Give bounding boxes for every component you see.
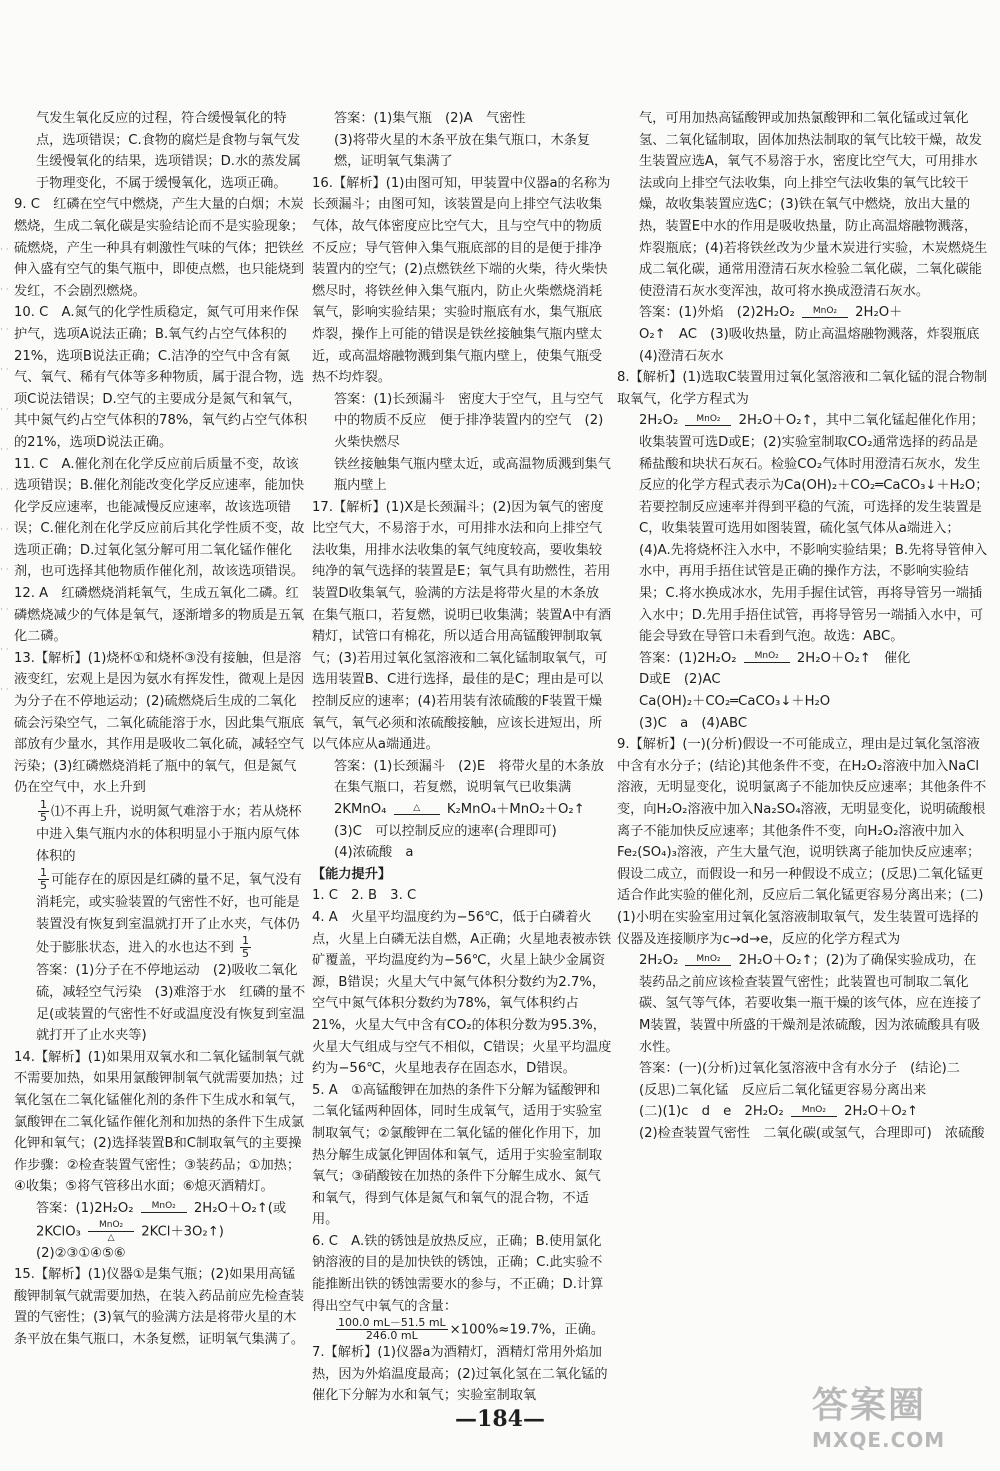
column-right [617, 108, 993, 1145]
fraction-one-fifth-2: $\frac{1}{5}$ [40, 866, 47, 893]
answer-13-analysis-cont: $\frac{1}{5}$ ⑴不再上升，说明氮气难溶于水；若从烧杯中进入集气瓶内水的体积明显小于瓶内原气体体积的 [36, 798, 302, 864]
answer-13-analysis: 13.【解析】(1)烧杯①和烧杯③没有接触，但是溶液变红，宏观上是因为氨水有挥发性，微观上是因为分子在不停地运动；(2)硫燃烧后生成的二氧化硫会污染空气，二氧化硫能溶于水，因此集气瓶底部放有少量水，其作用是吸收二氧化硫，减轻空气污染；(3)红磷燃烧消耗了瓶中的氧气，但是氮气仍在空气中，水上升到 [14, 650, 305, 796]
answer-14-steps: (2)②③①④⑤⑥ [36, 1245, 126, 1261]
answer-12: 12. A 红磷燃烧消耗氧气，生成五氧化二磷。红磷燃烧减少的气体是氧气，逐渐增多的物质是五氧化二磷。 [14, 586, 305, 645]
answer-17-final: 答案：(1)长颈漏斗 (2)E 将带火星的木条放在集气瓶口，若复燃，说明氧气已收集满 [334, 758, 604, 796]
answer-8-analysis-2: 2H₂O₂ MnO₂ 2H₂O＋O₂↑，其中二氧化锰起催化作用；收集装置可选D或E；(2)实验室制取CO₂通常选择的药品是稀盐酸和块状石灰石。检验CO₂气体时用澄清石灰水，发生反应的化学方程式表示为Ca(OH)₂＋CO₂═CaCO₃↓＋H₂O；若要控制反应速率并得到平稳的气流，可选择的发生装置是C，收集装置可选用如图装置，硫化氢气体从a端进入；(4)A.先将烧杯注入水中，不影响实验结果；B.先将导管伸入水中，再用手捂住试管是正确的操作方法，不影响实验结果；C.将水换成冰水，先用手握住试管，再将导管另一端插入水中；D.先用手捂住试管，再将导管另一端插入水中，可能会导致在导管口未看到气泡。故选：ABC。 [639, 413, 989, 645]
section-ability: 【能力提升】 [312, 866, 392, 882]
watermark-logo [812, 1384, 988, 1464]
answer-15-analysis: 15.【解析】(1)仪器①是集气瓶；(2)如果用高锰酸钾制氧气就需要加热，在装入药品前应先检查装置的气密性；(3)氧气的验满方法是将带火星的木条平放在集气瓶口，木条复燃，证明氧气集满了。 [14, 1267, 305, 1347]
fraction-one-fifth-3: $\frac{1}{5}$ [242, 934, 250, 961]
answer-7-analysis: 7.【解析】(1)仪器a为酒精灯，酒精灯常用外焰加热，因为外焰温度最高；(2)过氧化氢在二氧化锰的催化下分解为水和氧气；实验室制取氧 [312, 1345, 608, 1404]
answer-6: 6. C A.铁的锈蚀是放热反应，正确；B.使用氯化钠溶液的目的是加快铁的锈蚀，正确；C.此实验不能推断出铁的锈蚀需要水的参与，不正确；D.计算得出空气中氧气的含量： [312, 1233, 604, 1314]
condition-mno2-8b: MnO₂ [744, 651, 790, 664]
answer-9: 9. C 红磷在空气中燃烧，产生大量的白烟；木炭燃烧，生成二氧化碳是实验结论而不是实验现象；硫燃烧，产生一种具有刺激性气味的气体；把铁丝伸入盛有空气的集气瓶中，即使点燃，也只能烧到发红，不会剧烈燃烧。 [14, 197, 305, 299]
binding-margin-marks: · · · · · · · · · · · · · · · · · · · · · · · · [0, 245, 9, 695]
answer-8-final-2: D或E (2)AC [639, 672, 721, 688]
answer-11: 11. C A.催化剂在化学反应前后质量不变，故该选项错误；B.催化剂能改变化学反应速率，能加快化学反应速率，也能减慢反应速率，故该选项错误；C.催化剂在化学反应前后其化学性质不变，故选项正确；D.过氧化氢分解可用二氧化锰作催化剂，也可选择其他物质作催化剂，故该选项错误。 [14, 456, 305, 580]
column-left [14, 108, 308, 1351]
answer-16-final: 答案：(1)长颈漏斗 密度大于空气，且与空气中的物质不反应 便于排净装置内的空气 (2)火柴快燃尽 [334, 391, 604, 450]
condition-mno2-9: MnO₂ [685, 954, 731, 967]
answer-17-final-3: (3)C 可以控制反应的速率(合理即可) [334, 823, 557, 839]
oxygen-fraction: $\frac{100.0 mL-51.5 mL}{246.0 mL}$ [338, 1316, 446, 1343]
answer-6-calc: $\frac{100.0 mL-51.5 mL}{246.0 mL}$ ×100%≈19.7%，正确。 [338, 1316, 605, 1343]
answer-8-continued: 气发生氧化反应的过程，符合缓慢氧化的特点，选项错误；C.食物的腐烂是食物与氧气发生缓慢氧化的结果，选项错误；D.水的蒸发属于物理变化，不属于缓慢氧化，选项正确。 [36, 111, 301, 191]
answer-15-final-2: (3)将带火星的木条平放在集气瓶口，木条复燃，证明氧气集满了 [334, 132, 591, 170]
column-middle [312, 108, 612, 1407]
answer-8-final-3: Ca(OH)₂＋CO₂═CaCO₃↓＋H₂O [639, 694, 831, 710]
page-number: —184— [455, 1406, 545, 1432]
answer-14-equation-2: 2KClO₃ MnO₂ △ 2KCl＋3O₂↑) [36, 1219, 224, 1243]
watermark-url: MXQE.COM [812, 1428, 946, 1452]
fraction-one-fifth: $\frac{1}{5}$ [40, 798, 47, 824]
condition-mno2-7: MnO₂ [802, 306, 848, 319]
answer-7-final: 答案：(1)外焰 (2)2H₂O₂ MnO₂ 2H₂O＋ [639, 305, 903, 321]
answer-7-continued: 气，可用加热高锰酸钾或加热氯酸钾和二氧化锰或过氧化氢、二氧化锰制取，固体加热法制取的氧气比较干燥，故发生装置应选A，氧气不易溶于水，密度比空气大，可用排水法或向上排空气法收集，向上排空气法收集的氧气比较干燥，故收集装置应选C；(3)铁在氧气中燃烧，放出大量的热，装置E中水的作用是吸收热量，防止高温熔融物溅落，炸裂瓶底；(4)若将铁丝改为少量木炭进行实验，木炭燃烧生成二氧化碳，通常用澄清石灰水检验二氧化碳，二氧化碳能使澄清石灰水变浑浊，故可将水换成澄清石灰水。 [639, 111, 988, 299]
answer-8-final: 答案：(1)2H₂O₂ MnO₂ 2H₂O＋O₂↑ 催化 [639, 650, 911, 666]
condition-mno2-9b: MnO₂ [791, 1105, 837, 1118]
answer-17-analysis: 17.【解析】(1)X是长颈漏斗；(2)因为氧气的密度比空气大，不易溶于水，可用排水法和向上排空气法收集，用排水法收集的氧气纯度较高，要收集较纯净的氧气选择的装置是E；氧气具有助燃性，若用装置D收集氧气，验满的方法是将带火星的木条放在集气瓶口，若复燃，说明已收集满；装置A中有酒精灯，试管口有棉花，所以适合用高锰酸钾制取氧气；(3)若用过氧化氢溶液和二氧化锰制取氧气，可选用装置B、C进行选择，最佳的是C；理由是可以控制反应的速率；(4)若用装有浓硫酸的F装置干燥氧气，氧气必须和浓硫酸接触，应该长进短出，所以气体应从a端通进。 [312, 499, 612, 753]
answer-14-analysis: 14.【解析】(1)如果用双氧水和二氧化锰制氧气就不需要加热，如果用氯酸钾制氧气就需要加热；过氧化氢在二氧化锰催化剂的条件下生成水和氧气，氯酸钾在二氧化锰作催化剂和加热的条件下生成氯化钾和氧气；(2)选择装置B和C制取氧气的主要操作步骤：②检查装置气密性；③装药品；①加热；④收集；⑤将气管移出水面；⑥熄灭酒精灯。 [14, 1049, 305, 1195]
answers-1-3: 1. C 2. B 3. C [312, 888, 417, 904]
answer-14-equation-1: 答案：(1)2H₂O₂ MnO₂ 2H₂O＋O₂↑(或 [36, 1200, 287, 1216]
answer-16-final-2: 铁丝接触集气瓶内壁太近，或高温物质溅到集气瓶内壁上 [334, 456, 611, 494]
answer-4: 4. A 火星平均温度约为−56℃，低于白磷着火点，火星上白磷无法自燃，A正确；火星地表被赤铁矿覆盖，平均温度约为−56℃，火星上缺少金属资源，B错误；火星大气中氮气体积分数约为2.7%，空气中氮气体积分数约为78%，氧气体积约占21%，火星大气中含有CO₂的体积分数为95.3%，火星大气组成与空气不相似，C错误；火星平均温度约为−56℃，火星地表存在固态水，D错误。 [312, 909, 612, 1077]
answer-8-final-4: (3)C a (4)ABC [639, 715, 748, 731]
condition-mno2-8: MnO₂ [685, 414, 731, 427]
condition-heat: △ [394, 803, 440, 816]
answer-5: 5. A ①高锰酸钾在加热的条件下分解为锰酸钾和二氧化锰两种固体，同时生成氧气，适用于实验室制取氧气；②氯酸钾在二氧化锰的催化作用下，加热分解生成氯化钾固体和氧气，适用于实验室制取氧气；③硝酸铵在加热的条件下分解生成水、氮气和氧气，得到气体是氮气和氧气的混合物，不适用。 [312, 1082, 603, 1228]
answer-13-analysis-cont-2: $\frac{1}{5}$ 可能存在的原因是红磷的量不足，氧气没有消耗完，或实验装置的气密性不好，也可能是装置没有恢复到室温就打开了止水夹，气体仍处于膨胀状态，进入的水也达不到 $\frac{1}{5}$ [36, 866, 302, 961]
watermark-top-text: 答案圈 [812, 1385, 927, 1426]
answer-15-final: 答案：(1)集气瓶 (2)A 气密性 [334, 111, 526, 126]
answer-13-final: 答案：(1)分子在不停地运动 (2)吸收二氧化硫，减轻空气污染 (3)难溶于水 红磷的量不足(或装置的气密性不好或温度没有恢复到室温就打开了止水夹等) [36, 963, 306, 1044]
answer-16-analysis: 16.【解析】(1)由图可知，甲装置中仪器a的名称为长颈漏斗；由图可知，该装置是向上排空气法收集气体，故气体密度应比空气大，且与空气中的物质不反应；导气管伸入集气瓶底部的目的是便于排净装置内的空气；(2)点燃铁丝下端的火柴，待火柴快燃尽时，将铁丝伸入集气瓶内，防止火柴燃烧消耗氧气，影响实验结果；实验时瓶底有水，集气瓶底炸裂，操作上可能的错误是铁丝接触集气瓶内壁太近，或高温熔融物溅到集气瓶内壁上，使集气瓶受热不均炸裂。 [312, 175, 611, 386]
answer-9-analysis-2: 2H₂O₂ MnO₂ 2H₂O＋O₂↑；(2)为了确保实验成功，在装药品之前应该检查装置气密性；此装置也可制取二氧化碳、氢气等气体，若要收集一瓶干燥的该气体，应在连接了M装置，装置中所盛的干燥剂是浓硫酸，因为浓硫酸具有吸水性。 [639, 953, 982, 1055]
answer-9-final-3: (二)(1)c d e 2H₂O₂ MnO₂ 2H₂O＋O₂↑ [639, 1104, 919, 1120]
answer-17-equation: 2KMnO₄ △ K₂MnO₄＋MnO₂＋O₂↑ [334, 802, 585, 817]
condition-mno2-heat: MnO₂ △ [88, 1220, 134, 1243]
condition-mno2: MnO₂ [141, 1201, 187, 1214]
answer-9-analysis: 9.【解析】(一)(分析)假设一不可能成立，理由是过氧化氢溶液中含有水分子；(结论)其他条件不变，在H₂O₂溶液中加入NaCl溶液，无明显变化，说明氯离子不能加快反应速率；其他条件不变，向H₂O₂溶液中加入Na₂SO₄溶液，无明显变化，说明硫酸根离子不能加快反应速率；其他条件不变，向H₂O₂溶液中加入Fe₂(SO₄)₃溶液，产生大量气泡，说明铁离子能加快反应速率；假设二成立，而假设一和另一种假设不成立；(反思)二氧化锰更适合作此实验的催化剂，反应后二氧化锰更容易分离出来；(二)(1)小明在实验室用过氧化氢溶液制取氧气，发生装置可选择的仪器及连接顺序为c→d→e，反应的化学方程式为 [617, 737, 987, 947]
answer-17-final-4: (4)浓硫酸 a [334, 845, 414, 861]
answer-9-final-4: (2)检查装置气密性 二氧化碳(或氢气，合理即可) 浓硫酸 [639, 1125, 985, 1141]
answer-8-analysis: 8.【解析】(1)选取C装置用过氧化氢溶液和二氧化锰的混合物制取氧气，化学方程式为 [617, 370, 988, 407]
answer-9-final: 答案：(一)(分析)过氧化氢溶液中含有水分子 (结论)二 [639, 1061, 960, 1077]
answer-9-final-2: (反思)二氧化锰 反应后二氧化锰更容易分离出来 [639, 1082, 927, 1098]
answer-7-final-2: O₂↑ AC (3)吸收热量，防止高温熔融物溅落，炸裂瓶底 (4)澄清石灰水 [639, 326, 993, 364]
answer-10: 10. C A.氮气的化学性质稳定，氮气可用来作保护气，选项A说法正确；B.氧气约占空气体积的21%，选项B说法正确；C.洁净的空气中含有氮气、氧气、稀有气体等多种物质，属于混合物，选项C说法错误；D.空气的主要成分是氮气和氧气，其中氮气约占空气体积的78%，氧气约占空气体积的21%，选项D说法正确。 [14, 305, 308, 450]
